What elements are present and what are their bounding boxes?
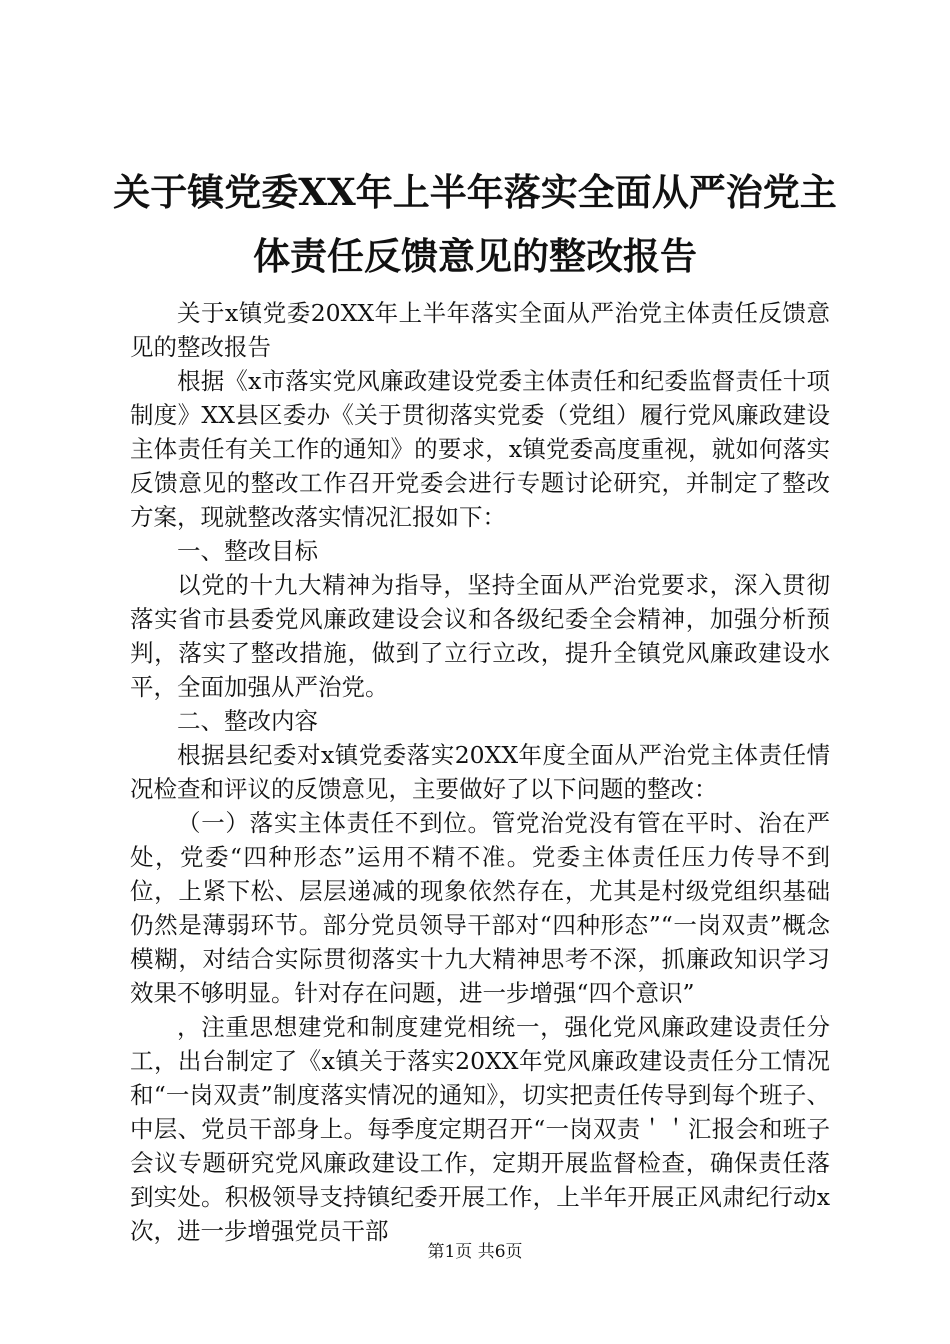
page-number: 第1页 共6页 xyxy=(427,1242,523,1262)
paragraph-item-1: （一）落实主体责任不到位。管党治党没有管在平时、治在严处，党委“四种形态”运用不精不准。党委主体责任压力传导不到位，上紧下松、层层递减的现象依然存在，尤其是村级党组织基础仍然是薄弱环节。部分党员领导干部对“四种形态”“一岗双责”概念模糊，对结合实际贯彻落实十九大精神思考不深，抓廉政知识学习效果不够明显。针对存在问题，进一步增强“四个意识” xyxy=(130,809,830,1007)
paragraph-intro: 根据《x市落实党风廉政建设党委主体责任和纪委监督责任十项制度》XX县区委办《关于贯彻落实党委（党组）履行党风廉政建设主体责任有关工作的通知》的要求，x镇党委高度重视，就如何落实反馈意见的整改工作召开党委会进行专题讨论研究，并制定了整改方案，现就整改落实情况汇报如下： xyxy=(130,367,830,531)
paragraph-goal: 以党的十九大精神为指导，坚持全面从严治党要求，深入贯彻落实省市县委党风廉政建设会议和各级纪委全会精神，加强分析预判，落实了整改措施，做到了立行立改，提升全镇党风廉政建设水平，全面加强从严治党。 xyxy=(130,571,830,701)
paragraph-subtitle: 关于x镇党委20XX年上半年落实全面从严治党主体责任反馈意见的整改报告 xyxy=(130,299,830,361)
section-heading-content: 二、整改内容 xyxy=(177,707,318,735)
paragraph-content-intro: 根据县纪委对x镇党委落实20XX年度全面从严治党主体责任情况检查和评议的反馈意见，主要做好了以下问题的整改： xyxy=(130,741,830,803)
document-body xyxy=(130,296,830,1248)
document-title: 关于镇党委XX年上半年落实全面从严治党主体责任反馈意见的整改报告 xyxy=(113,170,837,278)
section-heading-goal: 一、整改目标 xyxy=(177,537,318,565)
paragraph-item-1-continued: ，注重思想建党和制度建党相统一，强化党风廉政建设责任分工，出台制定了《x镇关于落实20XX年党风廉政建设责任分工情况和“一岗双责”制度落实情况的通知》，切实把责任传导到每个班子、中层、党员干部身上。每季度定期召开“一岗双责＇＇汇报会和班子会议专题研究党风廉政建设工作，定期开展监督检查，确保责任落到实处。积极领导支持镇纪委开展工作，上半年开展正风肃纪行动x次，进一步增强党员干部 xyxy=(130,1013,830,1245)
